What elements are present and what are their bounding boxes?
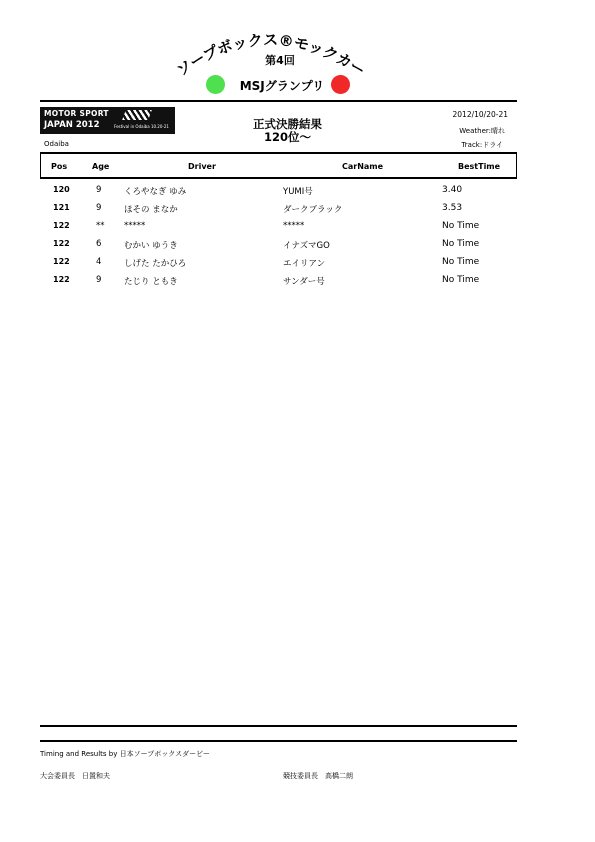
row-driver: くろやなぎ ゆみ	[124, 187, 187, 197]
header-top-rule	[40, 152, 517, 154]
venue-label: Odaiba	[44, 140, 69, 148]
row-driver: しげた たかひろ	[124, 259, 187, 269]
table-row	[0, 257, 595, 274]
header-right-border	[516, 152, 517, 178]
series-title-text: ソープボックス®モックカー	[173, 30, 369, 80]
row-age: 9	[96, 185, 102, 195]
row-age: 9	[96, 203, 102, 213]
col-header-besttime: BestTime	[458, 162, 501, 171]
technical-chairman-label: 競技委員長 高橋二朗	[283, 772, 353, 780]
event-logo	[40, 107, 175, 134]
weather-label: Weather:晴れ	[459, 127, 505, 135]
row-driver: たじり ともき	[124, 277, 178, 287]
logo-line1: MOTOR SPORT	[44, 109, 109, 118]
row-pos: 120	[53, 185, 70, 194]
table-row	[0, 203, 595, 220]
checkered-flag-icon	[122, 110, 152, 120]
row-pos: 122	[53, 239, 70, 248]
footer-rule-top	[40, 725, 517, 727]
edition-label: 第4回	[265, 54, 295, 67]
footer-rule-bottom	[40, 740, 517, 742]
row-besttime: No Time	[442, 275, 480, 285]
row-carname: ダークブラック	[283, 205, 343, 215]
row-age: 4	[96, 257, 102, 267]
logo-line3: Festival in Odaiba 10.20-21	[114, 124, 169, 129]
track-label: Track:ドライ	[461, 141, 503, 149]
row-carname: エイリアン	[283, 259, 326, 269]
col-header-pos: Pos	[51, 162, 68, 171]
header-bottom-rule	[40, 177, 517, 179]
stop-light-icon	[331, 75, 350, 94]
result-title: 正式決勝結果	[253, 117, 322, 131]
col-header-carname: CarName	[342, 162, 384, 171]
row-driver: *****	[124, 221, 146, 231]
chairman-label: 大会委員長 日置和夫	[40, 772, 110, 780]
row-carname: *****	[283, 221, 305, 231]
table-row	[0, 239, 595, 256]
row-pos: 122	[53, 221, 70, 230]
event-date: 2012/10/20-21	[452, 110, 508, 119]
row-besttime: No Time	[442, 221, 480, 231]
row-age: 9	[96, 275, 102, 285]
start-light-icon	[206, 75, 225, 94]
top-rule	[40, 100, 517, 102]
col-header-age: Age	[92, 162, 110, 171]
row-driver: むかい ゆうき	[124, 241, 178, 251]
row-besttime: 3.40	[442, 185, 463, 195]
timing-credit: Timing and Results by 日本ソープボックスダービー	[40, 750, 210, 758]
row-carname: YUMI号	[283, 187, 313, 197]
gp-name: MSJグランプリ	[239, 79, 325, 93]
row-pos: 121	[53, 203, 70, 212]
result-subtitle: 120位～	[263, 130, 311, 144]
row-pos: 122	[53, 275, 70, 284]
table-row	[0, 185, 595, 202]
table-row	[0, 275, 595, 292]
row-age: 6	[96, 239, 102, 249]
row-driver: ほその まなか	[124, 205, 178, 215]
logo-line2: JAPAN 2012	[44, 120, 100, 130]
header-left-border	[40, 152, 41, 178]
row-age: **	[96, 221, 105, 231]
row-carname: イナズマGO	[283, 241, 330, 251]
row-besttime: 3.53	[442, 203, 463, 213]
col-header-driver: Driver	[188, 162, 216, 171]
row-besttime: No Time	[442, 239, 480, 249]
row-pos: 122	[53, 257, 70, 266]
row-carname: サンダー号	[283, 277, 325, 287]
row-besttime: No Time	[442, 257, 480, 267]
table-row	[0, 221, 595, 238]
